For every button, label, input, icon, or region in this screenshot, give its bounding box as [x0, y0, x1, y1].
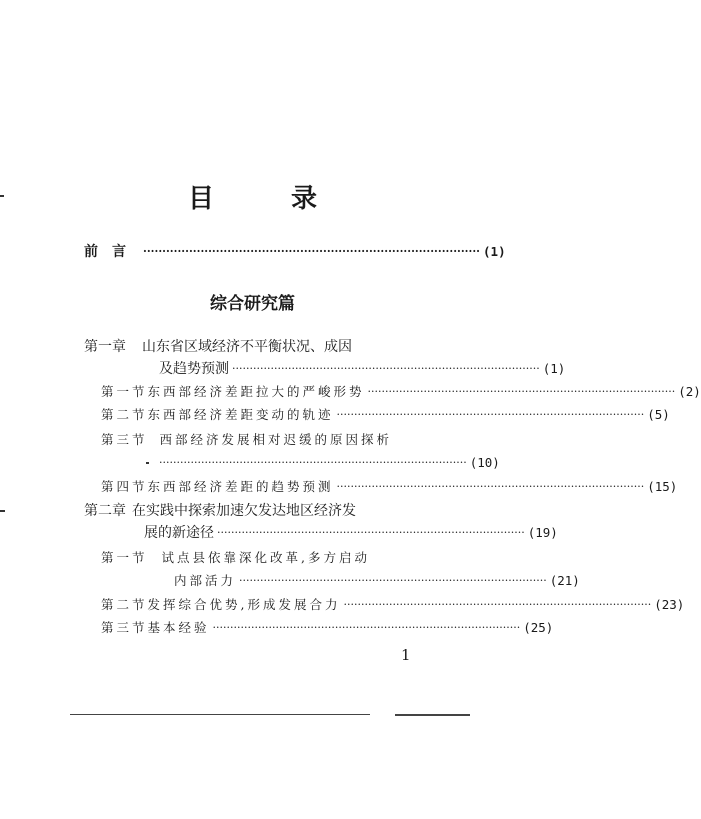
leader-dots: ························································································	[159, 456, 467, 469]
section-title: 西部经济发展相对迟缓的原因探析	[159, 432, 393, 447]
leader-dots: ························································································	[336, 408, 645, 421]
toc-entry-section[interactable]	[101, 405, 670, 425]
toc-title: 目 录	[187, 184, 352, 214]
toc-entry-page: (5)	[647, 407, 670, 422]
section-number: 第三节	[101, 620, 148, 635]
leader-dots: ························································································	[212, 621, 521, 634]
toc-entry-label: 前言	[84, 244, 140, 260]
section-number: 第四节	[101, 479, 148, 494]
part-title: 综合研究篇	[210, 294, 295, 314]
scan-mark	[0, 195, 4, 197]
toc-entry-section[interactable]	[101, 548, 370, 566]
toc-entry-page: (1)	[483, 244, 506, 259]
chapter-number: 第二章	[84, 503, 126, 519]
toc-entry-page: (10)	[469, 455, 500, 470]
leader-dots: ························································································	[143, 245, 481, 258]
toc-entry-page: (21)	[549, 573, 580, 588]
section-title: 发挥综合优势,形成发展合力	[147, 597, 341, 612]
chapter-title-cont: 及趋势预测	[159, 361, 229, 377]
toc-entry-section[interactable]	[101, 430, 392, 448]
toc-entry-page: (25)	[523, 620, 554, 635]
page-number: 1	[401, 646, 411, 664]
toc-entry-section[interactable]	[101, 595, 685, 615]
section-title: 试点县依靠深化改革,多方启动	[161, 550, 370, 565]
chapter-title: 山东省区域经济不平衡状况、成因	[142, 339, 352, 355]
section-title: 东西部经济差距变动的轨迹	[147, 407, 334, 422]
bottom-rule	[70, 714, 370, 715]
toc-entry-section[interactable]	[101, 477, 678, 497]
toc-entry-page: (19)	[527, 525, 558, 540]
chapter-1-title-cont[interactable]	[159, 359, 566, 379]
scan-mark	[146, 462, 149, 464]
leader-dots: ························································································	[367, 385, 676, 398]
toc-entry-page: (2)	[678, 384, 701, 399]
chapter-2-title-cont[interactable]	[144, 523, 558, 543]
section-number: 第二节	[101, 597, 148, 612]
toc-entry-section-cont[interactable]	[159, 453, 500, 473]
section-title-cont: 内部活力	[174, 573, 237, 588]
toc-entry-page: (23)	[654, 597, 685, 612]
section-number: 第二节	[101, 407, 148, 422]
chapter-title: 在实践中探索加速欠发达地区经济发	[132, 503, 356, 519]
toc-entry-section[interactable]	[101, 382, 701, 402]
toc-entry-section-cont[interactable]	[174, 571, 580, 591]
leader-dots: ························································································	[343, 598, 652, 611]
section-title: 东西部经济差距拉大的严峻形势	[147, 384, 365, 399]
toc-entry-page: (1)	[542, 361, 566, 376]
toc-entry-preface[interactable]	[84, 242, 506, 262]
bottom-rule-right	[395, 714, 470, 716]
section-title: 东西部经济差距的趋势预测	[147, 479, 334, 494]
section-title: 基本经验	[147, 620, 210, 635]
section-number: 第一节	[101, 384, 148, 399]
section-number: 第一节	[101, 550, 148, 565]
toc-entry-section[interactable]	[101, 618, 554, 638]
leader-dots: ························································································	[239, 574, 547, 587]
section-number: 第三节	[101, 432, 148, 447]
chapter-1-heading[interactable]	[84, 336, 352, 356]
leader-dots: ························································································	[336, 480, 645, 493]
chapter-number: 第一章	[84, 339, 126, 355]
scan-mark	[0, 510, 5, 512]
leader-dots: ························································································	[217, 526, 525, 539]
toc-entry-page: (15)	[647, 479, 678, 494]
leader-dots: ························································································	[232, 362, 540, 375]
chapter-title-cont: 展的新途径	[144, 525, 214, 541]
chapter-2-heading[interactable]	[84, 500, 356, 520]
